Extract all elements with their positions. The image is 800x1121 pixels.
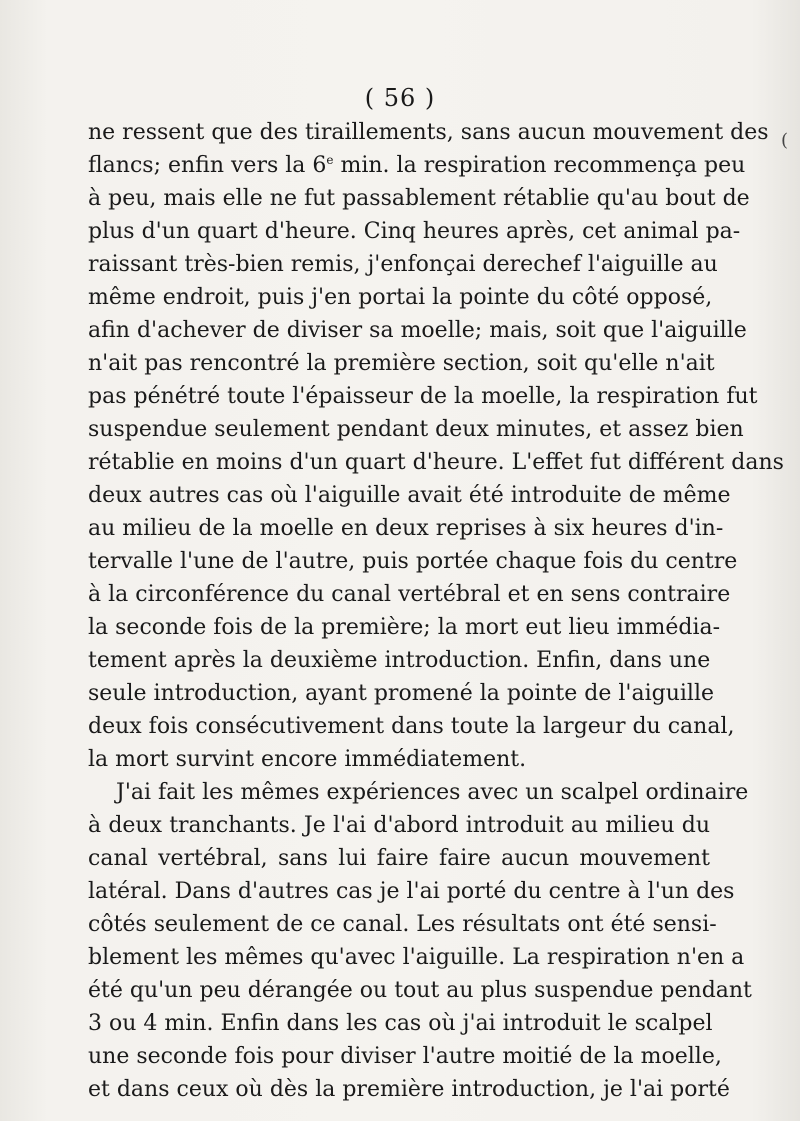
page-number: ( 56 ) [364,84,436,112]
body-text [88,116,784,1106]
text-line: 3 ou 4 min. Enfin dans les cas où j'ai introduit le scalpel [88,1011,713,1036]
text-line: et dans ceux où dès la première introduction, je l'ai porté [88,1077,730,1102]
text-line: blement les mêmes qu'avec l'aiguille. La respiration n'en a [88,945,745,970]
text-line: latéral. Dans d'autres cas je l'ai porté du centre à l'un des [88,879,735,904]
text-line-part: min. la respiration recommença peu [333,153,746,178]
text-line: canal vertébral, sans lui faire faire aucun mouvement [88,846,710,871]
text-line-part: flancs; enfin vers la 6 [88,153,327,178]
text-line: raissant très-bien remis, j'enfonçai derechef l'aiguille au [88,252,718,277]
text-line: rétablie en moins d'un quart d'heure. L'effet fut différent dans [88,450,784,475]
text-line: suspendue seulement pendant deux minutes, et assez bien [88,417,744,442]
text-line: au milieu de la moelle en deux reprises à six heures d'in- [88,516,724,541]
text-line: la seconde fois de la première; la mort eut lieu immédia- [88,615,721,640]
text-line: plus d'un quart d'heure. Cinq heures après, cet animal pa- [88,219,741,244]
text-line: même endroit, puis j'en portai la pointe du côté opposé, [88,285,713,310]
superscript: e [326,153,334,167]
text-line: pas pénétré toute l'épaisseur de la moelle, la respiration fut [88,384,758,409]
text-line: deux autres cas où l'aiguille avait été introduite de même [88,483,731,508]
margin-mark: ( [780,130,788,151]
text-line: tement après la deuxième introduction. Enfin, dans une [88,648,711,673]
text-line: n'ait pas rencontré la première section, soit qu'elle n'ait [88,351,715,376]
text-line: tervalle l'une de l'autre, puis portée chaque fois du centre [88,549,738,574]
text-line: la mort survint encore immédiatement. [88,747,527,772]
text-line: J'ai fait les mêmes expériences avec un scalpel ordinaire [116,780,749,805]
text-line: ne ressent que des tiraillements, sans aucun mouvement des [88,120,769,145]
text-line: à peu, mais elle ne fut passablement rétablie qu'au bout de [88,186,750,211]
text-line: afin d'achever de diviser sa moelle; mais, soit que l'aiguille [88,318,747,343]
text-line: deux fois consécutivement dans toute la largeur du canal, [88,714,735,739]
text-line: côtés seulement de ce canal. Les résultats ont été sensi- [88,912,717,937]
text-line: à la circonférence du canal vertébral et en sens contraire [88,582,731,607]
text-line: à deux tranchants. Je l'ai d'abord introduit au milieu du [88,813,710,838]
text-line [88,149,746,182]
text-line: été qu'un peu dérangée ou tout au plus suspendue pendant [88,978,752,1003]
text-line: une seconde fois pour diviser l'autre moitié de la moelle, [88,1044,722,1069]
text-line: seule introduction, ayant promené la pointe de l'aiguille [88,681,715,706]
